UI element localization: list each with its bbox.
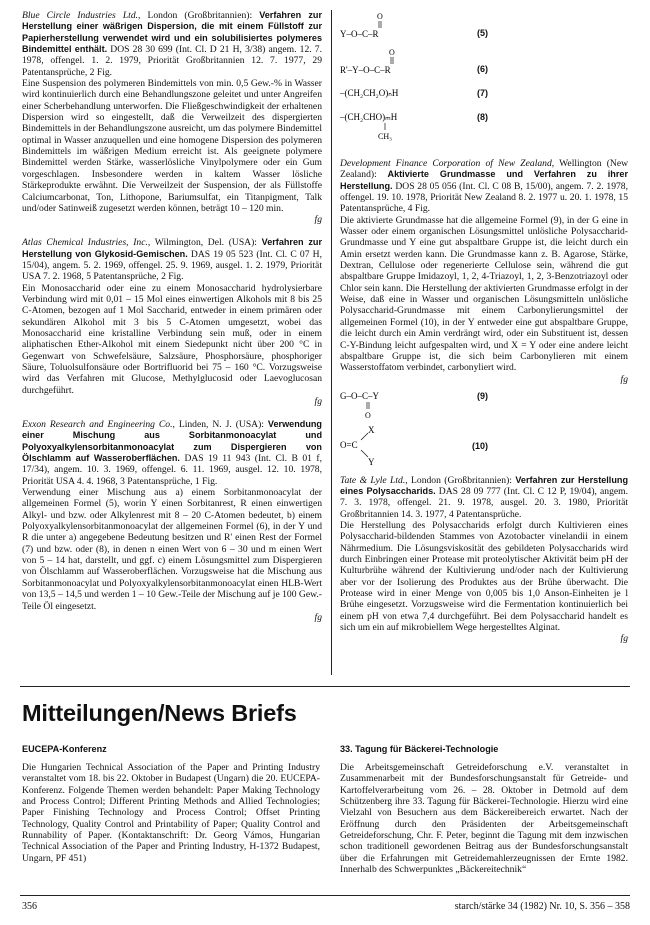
patent-details: DAS 19 11 943 (Int. Cl. B 01 f, 17/34), angem. 10. 3. 1969, offengel. 6. 11. 1969, ausgel. 12. 10. 1978, Priorität USA 4. 4. 1968, 3 Patentansprüche, 1 Fig.	[22, 453, 322, 487]
formula-6-structure	[340, 46, 500, 80]
formula-7-structure	[340, 84, 480, 104]
right-column	[340, 10, 628, 656]
formula-10	[340, 423, 628, 467]
news-item-baeckerei	[340, 744, 628, 875]
section-divider	[20, 686, 630, 687]
formula-9-oxygen: O	[365, 410, 371, 419]
formula-6	[340, 46, 628, 75]
patent-title: Aktivierte Grundmasse und Verfahren zu ihrer Herstellung.	[340, 169, 628, 191]
author-signature: fg	[314, 214, 322, 226]
patent-entry-blue-circle	[22, 10, 322, 225]
formula-7	[340, 84, 628, 106]
formula-9-text: G–O–C–Y	[340, 390, 380, 401]
patent-title: Verfahren zur Herstellung einer wäßrigen Dispersion, die mit einem Füllstoff zur Papierherstellung verwendet wird und ein solubilisiertes polymeres Bindemittel enthält.	[22, 10, 322, 55]
formula-8-number: (8)	[477, 112, 488, 122]
journal-citation: starch/stärke 34 (1982) Nr. 10, S. 356 – 358	[454, 901, 630, 912]
page-number: 356	[22, 901, 37, 912]
company-name: Exxon Research and Engineering Co.	[22, 419, 173, 430]
author-signature: fg	[314, 396, 322, 407]
patent-entry-exxon	[22, 419, 322, 623]
formula-10-y: Y	[368, 456, 375, 467]
patent-details: DAS 19 05 523 (Int. Cl. C 07 H, 15/04), angem. 5. 2. 1969, offengel. 25. 9. 1969, ausgel. 1. 2. 1979, Priorität USA 7. 2. 1968, 5 Patentansprüche, 2 Fig.	[22, 248, 323, 283]
footer-divider	[20, 895, 630, 896]
news-item-eucepa	[22, 744, 320, 864]
formula-8-methyl: CH₃	[378, 132, 392, 141]
formula-7-text: –(CH₂CH₂O)ₙH	[340, 88, 399, 98]
formula-10-carbonyl: O=C	[340, 439, 358, 450]
company-location: , London (Großbritannien):	[405, 474, 516, 486]
formula-10-bond-y	[361, 450, 368, 457]
formula-8-text: –(CH₂CHO)ₘH	[340, 112, 398, 122]
company-location: , Wellington (New Zealand):	[340, 158, 628, 181]
left-column	[22, 10, 322, 635]
formula-6-oxygen: O	[389, 48, 395, 57]
company-location: , Wilmington, Del. (USA):	[147, 237, 262, 249]
formula-10-x: X	[368, 424, 375, 435]
company-name: Development Finance Corporation of New Zealand	[340, 158, 552, 169]
company-name: Atlas Chemical Industries, Inc.	[22, 237, 148, 249]
formula-5-number: (5)	[477, 28, 488, 38]
formula-block	[340, 10, 628, 142]
formula-5	[340, 10, 628, 39]
company-location: , Linden, N. J. (USA):	[172, 419, 268, 430]
formula-5-structure	[340, 10, 480, 44]
formula-6-text: R'–Y–O–C–R	[340, 65, 391, 75]
news-body: Die Arbeitsgemeinschaft Getreideforschung e.V. veranstaltet in Zusammenarbeit mit der Bundesforschungsanstalt für Getreide- und Kartoffelverarbeitung vom 26. – 28. Oktober in Detmold auf dem Schützenberg ihre 33. Tagung für Bäckerei-Technologie. Hierzu wird eine Vielzahl von Besuchern aus dem Bäckereibereich erwartet. Nach der Eröffnung durch den Präsidenten der Arbeitsgemeinschaft Getreideforschung, Chr. F. Peter, beginnt die Tagung mit dem inzwischen schon traditionell gewordenen Beitrag aus der Bundesforschungsanstalt über die Erfahrungen mit Getreidemahlerzeugnissen der Ernte 1982. Innerhalb des Schwerpunktes „Bäckereitechnik“	[340, 762, 628, 876]
formula-9-structure	[340, 389, 480, 419]
formula-8	[340, 108, 628, 142]
patent-details: DOS 28 30 699 (Int. Cl. D 21 H, 3/38) angem. 12. 7. 1978, offengel. 1. 2. 1979, Priorität Großbritannien 12. 7. 1977, 29 Patentansprüche, 2 Fig.	[22, 44, 323, 78]
author-signature: fg	[314, 611, 322, 623]
news-title: EUCEPA-Konferenz	[22, 744, 107, 754]
company-name: Tate & Lyle Ltd.	[340, 474, 406, 486]
patent-details: DAS 28 09 777 (Int. Cl. C 12 P, 19/04), angem. 7. 3. 1978, offengel. 21. 9. 1978, ausgel. 20. 3. 1980, Priorität Großbritannien 14. 3. 1977, 4 Patentansprüche.	[340, 485, 628, 520]
patent-title: Verfahren zur Herstellung eines Polysaccharids.	[340, 474, 629, 496]
patent-abstract: Die Herstellung des Polysaccharids erfolgt durch Kultivieren eines Polysaccharid-bildenden Stammes von Azotobacter vinelandii in einem Nährmedium. Die Lösungsviskosität des gebildeten Polysaccharids wird durch Einbringen einer Protease mit proteolytischer Aktivität beim pH der Kulturbrühe während der Kultivierung und/oder nach der Kultivierung aber vor der Isolierung des Produktes aus der Brühe überwacht. Die Protease wird in einer Menge von 0,005 bis 1,0 Anson-Einheiten je l Brühe eingesetzt. Vorzugsweise wird die Fermentation kontinuierlich bei einem pH von etwa 7,4 durchgeführt. Bei dem Polysaccharid handelt es sich um ein auf mikrobiellem Wege hergestelltes Alginat.	[340, 519, 628, 633]
formula-10-bond-x	[361, 433, 368, 440]
company-location: , London (Großbritannien):	[138, 10, 260, 21]
patent-abstract: Eine Suspension des polymeren Bindemittels von min. 0,5 Gew.-% in Wasser wird kontinuierlich durch eine Behandlungszone geleitet und unter Angreifen einer Scherbehandlung unterworfen. Die Fließgeschwindigkeit der erhaltenen Dispersion wird so eingestellt, daß die Verweilzeit des dispergierten Bindemittels in der Behandlungszone ausreicht, um das polymere Bindemittel optimal in Wasser anzuquellen und eine homogene Dispersion des polymeren Bindemittels im wäßrigen Medium erreicht ist. Als geeignete polymere Bindemittel werden Stärke, wasserlösliche Vinylpolymere oder ein Gum vorgeschlagen. Insbesondere werden in kaltem Wasser lösliche Stärkeprodukte erwähnt. Die Verweilzeit der Suspension, der als Füllstoffe Calciumcarbonat, Ton, Lithopone, Bariumsulfat, ein Titanpigment, Talk und/oder Satinweiß zugesetzt werden können, beträgt 10 – 120 min.	[22, 78, 322, 214]
company-name: Blue Circle Industries Ltd.	[22, 10, 139, 21]
formula-9-number: (9)	[477, 390, 488, 401]
patent-title: Verfahren zur Herstellung von Glykosid-Gemischen.	[22, 237, 323, 259]
formula-8-structure	[340, 108, 480, 142]
formula-9	[340, 389, 628, 419]
patent-entry-development-finance	[340, 158, 628, 385]
patent-abstract: Die aktivierte Grundmasse hat die allgemeine Formel (9), in der G eine in Wasser oder einem organischen Lösungsmittel unlösliche Polysaccharid-Grundmasse und Y eine gut abspaltbare Gruppe ist, die leicht durch ein Amin ersetzt werden kann. Die Grundmasse kann z. B. Agarose, Stärke, Dextran, Cellulose oder regenerierte Cellulose sein, während die gut abspaltbare Gruppe Imidazoyl, 1, 2, 4-Triazoyl, 1, 2, 3-Benzotriazoyl oder Chlor sein kann. Die Herstellung der aktivierten Grundmasse erfolgt in der Weise, daß eine in Wasser und organischen Lösungsmitteln unlösliche Polysaccharid-Grundmasse mit einem Carbonylierungsmittel der allgemeinen Formel (10), in der Y entweder eine gut abspaltbare Gruppe, die leicht durch ein Amin verdrängt wird, oder ein Substituent ist, dessen C-Y-Bindung leicht aufgespalten wird, und X = Y oder eine andere leicht abspaltbare Gruppe ist, die sich beim Carbonylieren mit einem Wasserstoffatom verbindet, carbonyliert wird.	[340, 214, 628, 374]
patent-entry-atlas	[22, 237, 322, 407]
patent-details: DOS 28 05 056 (Int. Cl. C 08 B, 15/00), angem. 7. 2. 1978, offengel. 19. 10. 1978, Priorität New Zealand 8. 2. 1977 u. 20. 1. 1978, 15 Patentansprüche, 4 Fig.	[340, 180, 628, 215]
formula-6-number: (6)	[477, 64, 488, 74]
formula-10-structure	[340, 423, 480, 467]
patent-title: Verwendung einer Mischung aus Sorbitanmonoacylat und Polyoxyalkylensorbitanmonoacylat zum Dispergieren von Ölschlamm auf Wasseroberflächen.	[22, 419, 322, 464]
news-heading: Mitteilungen/News Briefs	[22, 700, 297, 726]
news-body: Die Hungarien Technical Association of the Paper and Printing Industry veranstaltet vom 18. bis 22. Oktober in Budapest (Ungarn) die 20. EUCEPA-Konferenz. Folgende Themen werden behandelt: Paper Making Technology and Process Control; Different Printing Methods and Allied Technologies; Paper Finishing Technology and Process Control; Offset Printing Technology, Quality Control and Printability of Paper; Quality Control and Runnability of Paper. (Kontaktanschrift: Dr. Georg Vámos, Hungarian Technical Association of the Paper and Printing Industry, H-1372 Budapest, Ungarn, PF 451)	[22, 762, 320, 864]
formula-7-number: (7)	[477, 88, 488, 98]
patent-entry-tate-lyle	[340, 475, 628, 645]
patent-abstract: Ein Monosaccharid oder eine zu einem Monosaccharid hydrolysierbare Verbindung wird mit 0,01 – 15 Mol eines einwertigen Alkohols mit 8 bis 25 C-Atomen, bezogen auf 1 Mol Saccharid, entweder in einem primären oder sekundären Alkohol mit 3 bis 5 C-Atomen umgesetzt, wobei das Monosaccharid eine kristalline Verbindung sein muß, oder in einem aliphatischen Ether-Alkohol mit einem Siedepunkt nicht über 200 °C in Gegenwart von Schwefelsäure, Salzsäure, Phosphorsäure, phosphoriger Säure, Toluolsulfonsäure oder Bortrifluorid bei 75 – 160 °C. Vorzugsweise wird das Verfahren mit Glucose, Methylglucosid oder Laevoglucosan durchgeführt.	[22, 282, 322, 396]
formula-5-text: Y–O–C–R	[340, 29, 379, 39]
news-title: 33. Tagung für Bäckerei-Technologie	[340, 744, 499, 754]
author-signature: fg	[620, 633, 628, 645]
author-signature: fg	[620, 373, 628, 385]
patent-abstract: Verwendung einer Mischung aus a) einem Sorbitanmonoacylat der allgemeinen Formel (5), worin Y einen Sorbitanrest, R einen einwertigen Alkyl- und bzw. oder Alkylenrest mit 8 – 20 C-Atomen bedeutet, b) einem Polyoxyalkylensorbitanmonoacylat der allgemeinen Formel (6), in der Y und R die unter a) angegebene Bedeutung besitzen und R' einen Rest der Formel (7) und bzw. oder (8), in denen n einen Wert von 6 – 30 und m einen Wert von 5 – 14 hat, darstellt, und ggf. c) einem Lösungsmittel zum Dispergieren von Ölschlamm auf Wasseroberflächen. Vorzugsweise hat die Mischung aus Sorbitanmonoacylat und Polyoxyalkylensorbitanmonoacylat einen HLB-Wert von 13,5 – 14,5 und werden 1 – 10 Gew.-Teile der Mischung auf je 100 Gew.-Teile Öl eingesetzt.	[22, 487, 322, 612]
formula-10-number: (10)	[471, 440, 488, 451]
column-divider	[331, 10, 332, 675]
formula-5-oxygen: O	[377, 12, 383, 21]
